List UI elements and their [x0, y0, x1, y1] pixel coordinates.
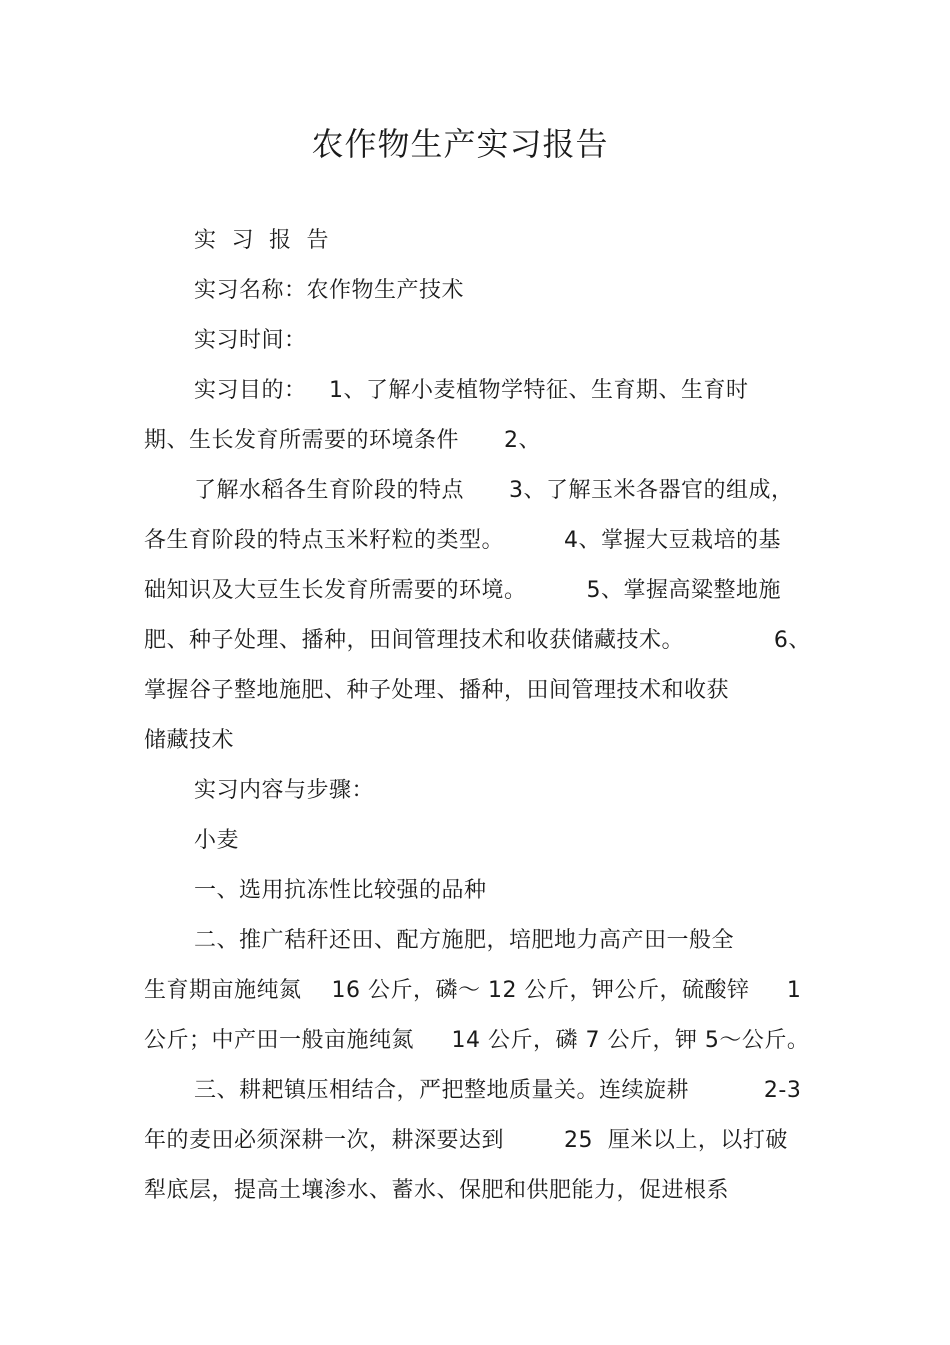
text-line: 期、生长发育所需要的环境条件 2、 — [144, 428, 541, 453]
text-line: 实习名称：农作物生产技术 — [194, 278, 465, 303]
text-line: 二、推广秸秆还田、配方施肥，培肥地力高产田一般全 — [194, 928, 735, 953]
text-line: 础知识及大豆生长发育所需要的环境。 5、掌握高粱整地施 — [144, 578, 781, 603]
text-line: 各生育阶段的特点玉米籽粒的类型。 4、掌握大豆栽培的基 — [144, 528, 781, 553]
subsection-heading: 小麦 — [194, 828, 240, 853]
text-line: 生育期亩施纯氮 16 公斤，磷～ 12 公斤，钾公斤，硫酸锌 1 — [144, 978, 802, 1003]
text-line: 肥、种子处理、播种，田间管理技术和收获储藏技术。 6、 — [144, 628, 811, 653]
text-line: 一、选用抗冻性比较强的品种 — [194, 878, 487, 903]
text-line: 实习目的： 1、了解小麦植物学特征、生育期、生育时 — [194, 378, 749, 403]
text-line: 年的麦田必须深耕一次，耕深要达到 25 厘米以上，以打破 — [144, 1128, 788, 1153]
text-line: 实习时间： — [194, 328, 307, 353]
text-line: 了解水稻各生育阶段的特点 3、了解玉米各器官的组成， — [194, 478, 794, 503]
text-line: 三、耕耙镇压相结合，严把整地质量关。连续旋耕 2-3 — [194, 1078, 802, 1103]
text-line: 公斤；中产田一般亩施纯氮 14 公斤，磷 7 公斤，钾 5～公斤。 — [144, 1028, 810, 1053]
text-line: 犁底层，提高土壤渗水、蓄水、保肥和供肥能力，促进根系 — [144, 1178, 730, 1203]
heading-line: 实 习 报 告 — [194, 228, 329, 253]
section-heading: 实习内容与步骤： — [194, 778, 375, 803]
text-line: 掌握谷子整地施肥、种子处理、播种，田间管理技术和收获 — [144, 678, 730, 703]
text-line: 储藏技术 — [144, 728, 235, 753]
document-title: 农作物生产实习报告 — [311, 125, 609, 163]
